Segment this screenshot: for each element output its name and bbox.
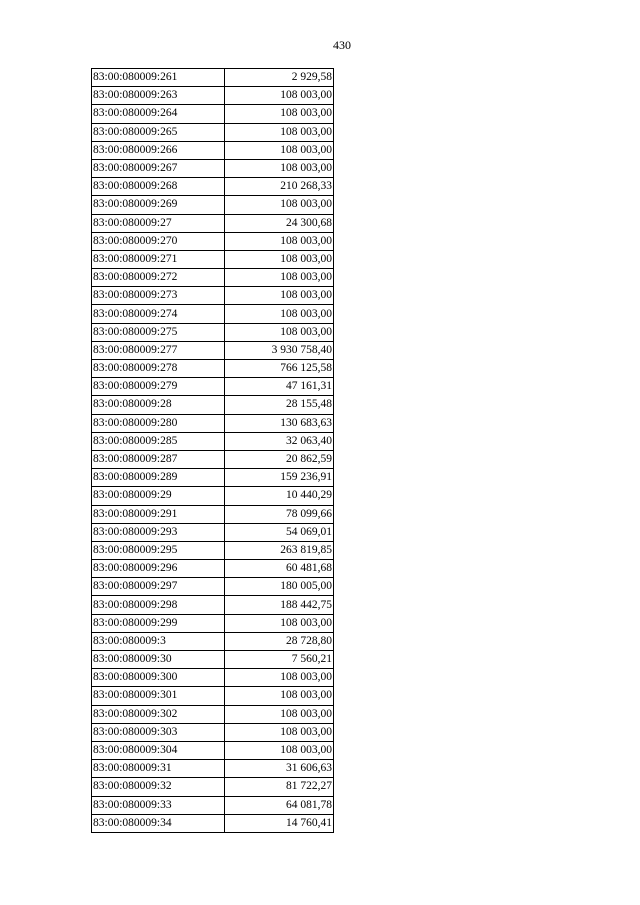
cadastral-number-cell: 83:00:080009:297: [92, 578, 225, 596]
cadastral-number-cell: 83:00:080009:263: [92, 87, 225, 105]
value-cell: 108 003,00: [225, 723, 334, 741]
table-row: [92, 560, 334, 578]
cadastral-number-cell: 83:00:080009:304: [92, 741, 225, 759]
cadastral-number-cell: 83:00:080009:261: [92, 69, 225, 87]
table-row: [92, 214, 334, 232]
table-row: [92, 69, 334, 87]
cadastral-number-cell: 83:00:080009:275: [92, 323, 225, 341]
value-cell: 108 003,00: [225, 614, 334, 632]
table-row: [92, 469, 334, 487]
table-row: [92, 651, 334, 669]
cadastral-number-cell: 83:00:080009:264: [92, 105, 225, 123]
cadastral-number-cell: 83:00:080009:302: [92, 705, 225, 723]
value-cell: 263 819,85: [225, 541, 334, 559]
cadastral-number-cell: 83:00:080009:287: [92, 450, 225, 468]
cadastral-number-cell: 83:00:080009:274: [92, 305, 225, 323]
cadastral-number-cell: 83:00:080009:293: [92, 523, 225, 541]
table-row: [92, 360, 334, 378]
cadastral-number-cell: 83:00:080009:27: [92, 214, 225, 232]
cadastral-number-cell: 83:00:080009:33: [92, 796, 225, 814]
table-row: [92, 487, 334, 505]
cadastral-number-cell: 83:00:080009:280: [92, 414, 225, 432]
value-cell: 108 003,00: [225, 687, 334, 705]
table-row: [92, 141, 334, 159]
value-cell: 81 722,27: [225, 778, 334, 796]
value-cell: 2 929,58: [225, 69, 334, 87]
cadastral-number-cell: 83:00:080009:271: [92, 250, 225, 268]
table-row: [92, 614, 334, 632]
table-row: [92, 323, 334, 341]
table-row: [92, 669, 334, 687]
value-cell: 108 003,00: [225, 123, 334, 141]
value-cell: 108 003,00: [225, 287, 334, 305]
cadastral-number-cell: 83:00:080009:267: [92, 159, 225, 177]
cadastral-number-cell: 83:00:080009:279: [92, 378, 225, 396]
value-cell: 108 003,00: [225, 159, 334, 177]
value-cell: 180 005,00: [225, 578, 334, 596]
cadastral-number-cell: 83:00:080009:277: [92, 341, 225, 359]
value-cell: 108 003,00: [225, 705, 334, 723]
cadastral-number-cell: 83:00:080009:285: [92, 432, 225, 450]
value-cell: 10 440,29: [225, 487, 334, 505]
cadastral-number-cell: 83:00:080009:32: [92, 778, 225, 796]
table-row: [92, 105, 334, 123]
value-cell: 130 683,63: [225, 414, 334, 432]
cadastral-number-cell: 83:00:080009:265: [92, 123, 225, 141]
table-row: [92, 250, 334, 268]
table-row: [92, 578, 334, 596]
table-row: [92, 778, 334, 796]
cadastral-number-cell: 83:00:080009:3: [92, 632, 225, 650]
table-row: [92, 232, 334, 250]
table-row: [92, 269, 334, 287]
cadastral-number-cell: 83:00:080009:272: [92, 269, 225, 287]
cadastral-value-table: [91, 68, 334, 833]
table-row: [92, 196, 334, 214]
table-row: [92, 305, 334, 323]
value-cell: 108 003,00: [225, 141, 334, 159]
page-number: 430: [333, 38, 351, 52]
value-cell: 108 003,00: [225, 250, 334, 268]
cadastral-number-cell: 83:00:080009:298: [92, 596, 225, 614]
table-row: [92, 159, 334, 177]
cadastral-number-cell: 83:00:080009:30: [92, 651, 225, 669]
cadastral-number-cell: 83:00:080009:269: [92, 196, 225, 214]
value-cell: 47 161,31: [225, 378, 334, 396]
value-cell: 108 003,00: [225, 323, 334, 341]
value-cell: 54 069,01: [225, 523, 334, 541]
cadastral-number-cell: 83:00:080009:296: [92, 560, 225, 578]
table-row: [92, 814, 334, 832]
table-row: [92, 505, 334, 523]
value-cell: 159 236,91: [225, 469, 334, 487]
table-row: [92, 414, 334, 432]
table-row: [92, 450, 334, 468]
value-cell: 108 003,00: [225, 196, 334, 214]
table-row: [92, 341, 334, 359]
cadastral-number-cell: 83:00:080009:28: [92, 396, 225, 414]
value-cell: 108 003,00: [225, 232, 334, 250]
table-row: [92, 123, 334, 141]
value-cell: 210 268,33: [225, 178, 334, 196]
table-row: [92, 541, 334, 559]
value-cell: 31 606,63: [225, 760, 334, 778]
value-cell: 78 099,66: [225, 505, 334, 523]
cadastral-number-cell: 83:00:080009:300: [92, 669, 225, 687]
value-cell: 14 760,41: [225, 814, 334, 832]
value-cell: 108 003,00: [225, 741, 334, 759]
table-row: [92, 723, 334, 741]
value-cell: 108 003,00: [225, 669, 334, 687]
table-row: [92, 396, 334, 414]
table-row: [92, 796, 334, 814]
value-cell: 24 300,68: [225, 214, 334, 232]
table-row: [92, 87, 334, 105]
cadastral-number-cell: 83:00:080009:299: [92, 614, 225, 632]
table-row: [92, 287, 334, 305]
table-row: [92, 596, 334, 614]
table-row: [92, 378, 334, 396]
cadastral-number-cell: 83:00:080009:291: [92, 505, 225, 523]
cadastral-number-cell: 83:00:080009:34: [92, 814, 225, 832]
value-cell: 32 063,40: [225, 432, 334, 450]
cadastral-number-cell: 83:00:080009:303: [92, 723, 225, 741]
cadastral-number-cell: 83:00:080009:268: [92, 178, 225, 196]
table-row: [92, 632, 334, 650]
value-cell: 108 003,00: [225, 105, 334, 123]
value-cell: 108 003,00: [225, 87, 334, 105]
cadastral-number-cell: 83:00:080009:278: [92, 360, 225, 378]
table-row: [92, 741, 334, 759]
cadastral-number-cell: 83:00:080009:289: [92, 469, 225, 487]
value-cell: 766 125,58: [225, 360, 334, 378]
table-row: [92, 687, 334, 705]
value-cell: 3 930 758,40: [225, 341, 334, 359]
value-cell: 108 003,00: [225, 305, 334, 323]
cadastral-number-cell: 83:00:080009:301: [92, 687, 225, 705]
table-row: [92, 760, 334, 778]
table-row: [92, 178, 334, 196]
table-row: [92, 523, 334, 541]
value-cell: 28 728,80: [225, 632, 334, 650]
value-cell: 28 155,48: [225, 396, 334, 414]
cadastral-number-cell: 83:00:080009:273: [92, 287, 225, 305]
table-row: [92, 432, 334, 450]
value-cell: 60 481,68: [225, 560, 334, 578]
value-cell: 64 081,78: [225, 796, 334, 814]
cadastral-number-cell: 83:00:080009:266: [92, 141, 225, 159]
value-cell: 7 560,21: [225, 651, 334, 669]
cadastral-number-cell: 83:00:080009:31: [92, 760, 225, 778]
value-cell: 188 442,75: [225, 596, 334, 614]
cadastral-number-cell: 83:00:080009:270: [92, 232, 225, 250]
cadastral-number-cell: 83:00:080009:295: [92, 541, 225, 559]
table-row: [92, 705, 334, 723]
table-body: [92, 69, 334, 833]
value-cell: 108 003,00: [225, 269, 334, 287]
cadastral-number-cell: 83:00:080009:29: [92, 487, 225, 505]
value-cell: 20 862,59: [225, 450, 334, 468]
